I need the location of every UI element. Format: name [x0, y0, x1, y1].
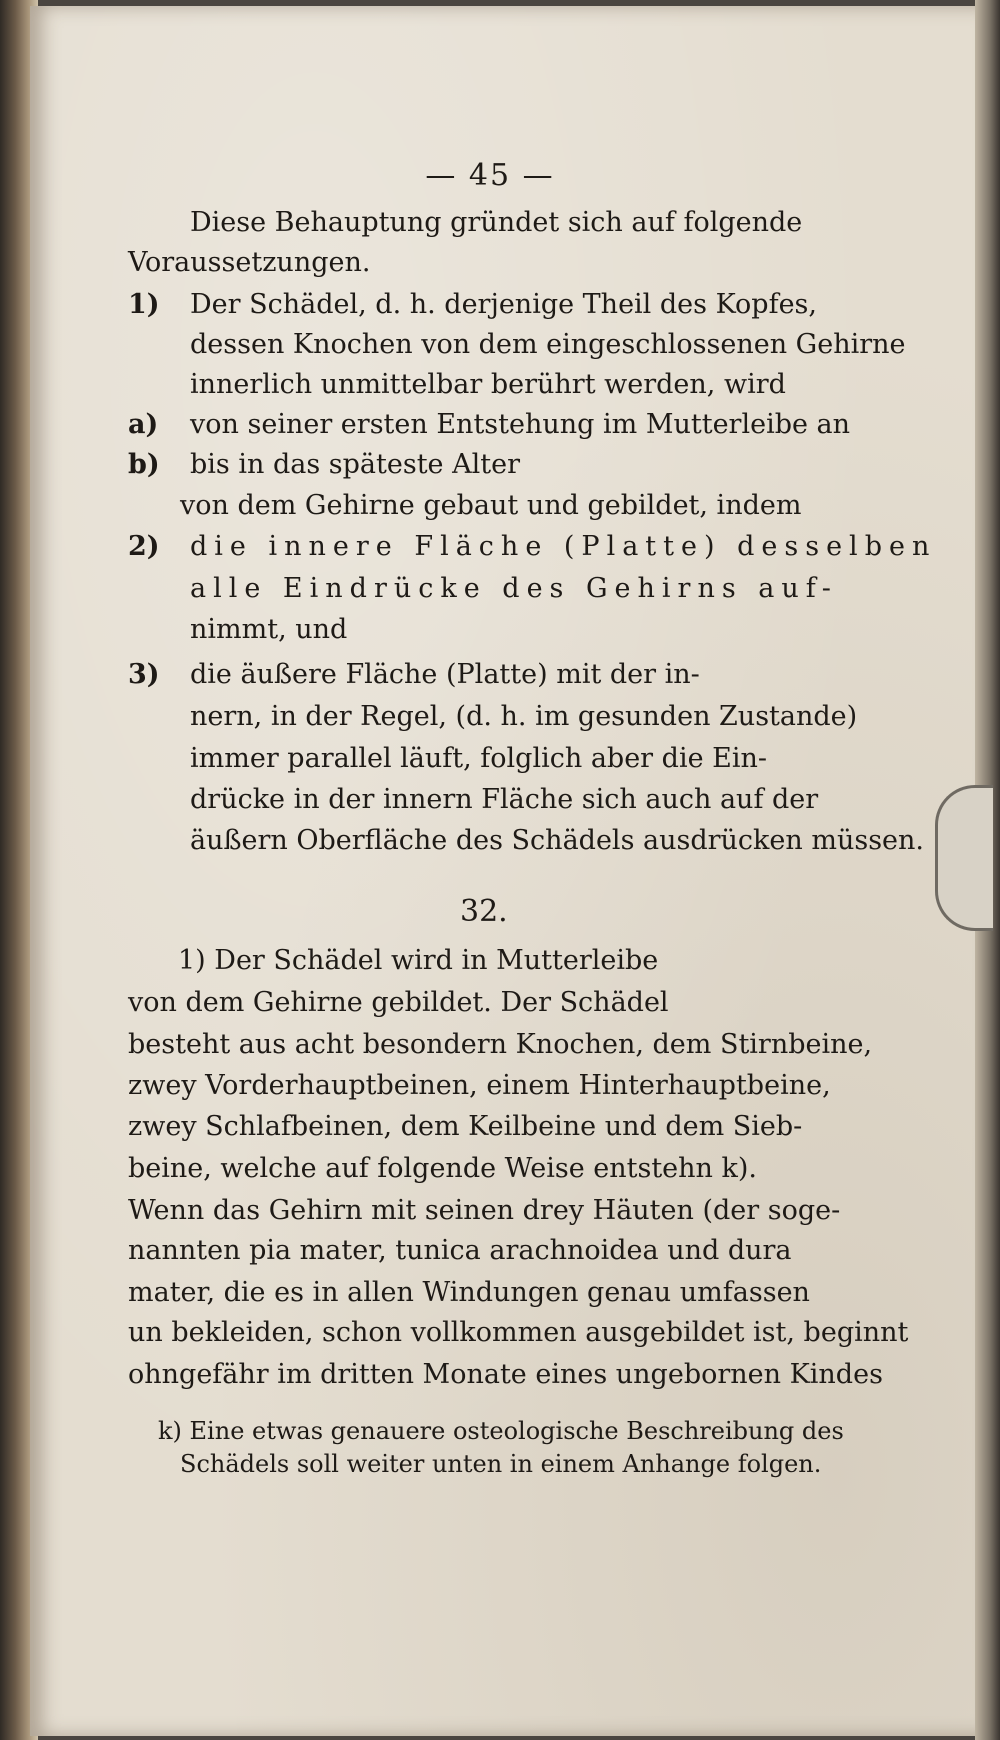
paragraph-line: ohngefähr im dritten Monate eines ungebornen Kindes	[128, 1359, 883, 1390]
list-item-line: immer parallel läuft, folglich aber die Ein-	[190, 743, 768, 774]
paragraph-line: nannten pia mater, tunica arachnoidea und dura	[128, 1235, 792, 1266]
paragraph-line: Voraussetzungen.	[128, 247, 371, 278]
list-item-line: die innere Fläche (Platte) desselben	[190, 531, 937, 562]
paragraph-line: Diese Behauptung gründet sich auf folgende	[190, 207, 803, 238]
paragraph-line: un bekleiden, schon vollkommen ausgebildet ist, beginnt	[128, 1317, 909, 1348]
list-item-line: dessen Knochen von dem eingeschlossenen Gehirne	[190, 329, 906, 360]
paragraph-line: beine, welche auf folgende Weise entstehn k).	[128, 1153, 757, 1184]
item-marker: 3)	[128, 659, 160, 690]
list-item-line: Der Schädel, d. h. derjenige Theil des Kopfes,	[190, 289, 817, 320]
list-item-line: von dem Gehirne gebaut und gebildet, indem	[180, 490, 802, 521]
paragraph-line: 1) Der Schädel wird in Mutterleibe	[178, 945, 659, 976]
book-page	[30, 6, 980, 1736]
paragraph-line: besteht aus acht besondern Knochen, dem Stirnbeine,	[128, 1029, 873, 1060]
list-item-line: die äußere Fläche (Platte) mit der in-	[190, 659, 700, 690]
list-item-line: von seiner ersten Entstehung im Mutterleibe an	[190, 409, 851, 440]
footnote-line: Schädels soll weiter unten in einem Anhange folgen.	[180, 1450, 822, 1478]
paragraph-line: Wenn das Gehirn mit seinen drey Häuten (der soge-	[128, 1195, 841, 1226]
item-marker: 2)	[128, 531, 160, 562]
list-item-line: nimmt, und	[190, 614, 348, 645]
list-item-line: nern, in der Regel, (d. h. im gesunden Zustande)	[190, 701, 858, 732]
page-number: — 45 —	[425, 158, 555, 193]
binding-tab	[935, 785, 993, 931]
list-item-line: äußern Oberfläche des Schädels ausdrücken müssen.	[190, 825, 925, 856]
list-item-line: innerlich unmittelbar berührt werden, wird	[190, 369, 786, 400]
paragraph-line: zwey Vorderhauptbeinen, einem Hinterhauptbeine,	[128, 1070, 831, 1101]
item-marker: a)	[128, 409, 159, 440]
paragraph-line: mater, die es in allen Windungen genau umfassen	[128, 1277, 810, 1308]
list-item-line: drücke in der innern Fläche sich auch auf der	[190, 784, 819, 815]
paragraph-line: zwey Schlafbeinen, dem Keilbeine und dem Sieb-	[128, 1111, 803, 1142]
item-marker: b)	[128, 449, 160, 480]
item-marker: 1)	[128, 289, 160, 320]
paragraph-line: von dem Gehirne gebildet. Der Schädel	[128, 987, 669, 1018]
list-item-line: alle Eindrücke des Gehirns auf-	[190, 573, 838, 604]
list-item-line: bis in das späteste Alter	[190, 449, 520, 480]
footnote-line: k) Eine etwas genauere osteologische Beschreibung des	[158, 1417, 844, 1445]
section-heading: 32.	[460, 894, 508, 929]
